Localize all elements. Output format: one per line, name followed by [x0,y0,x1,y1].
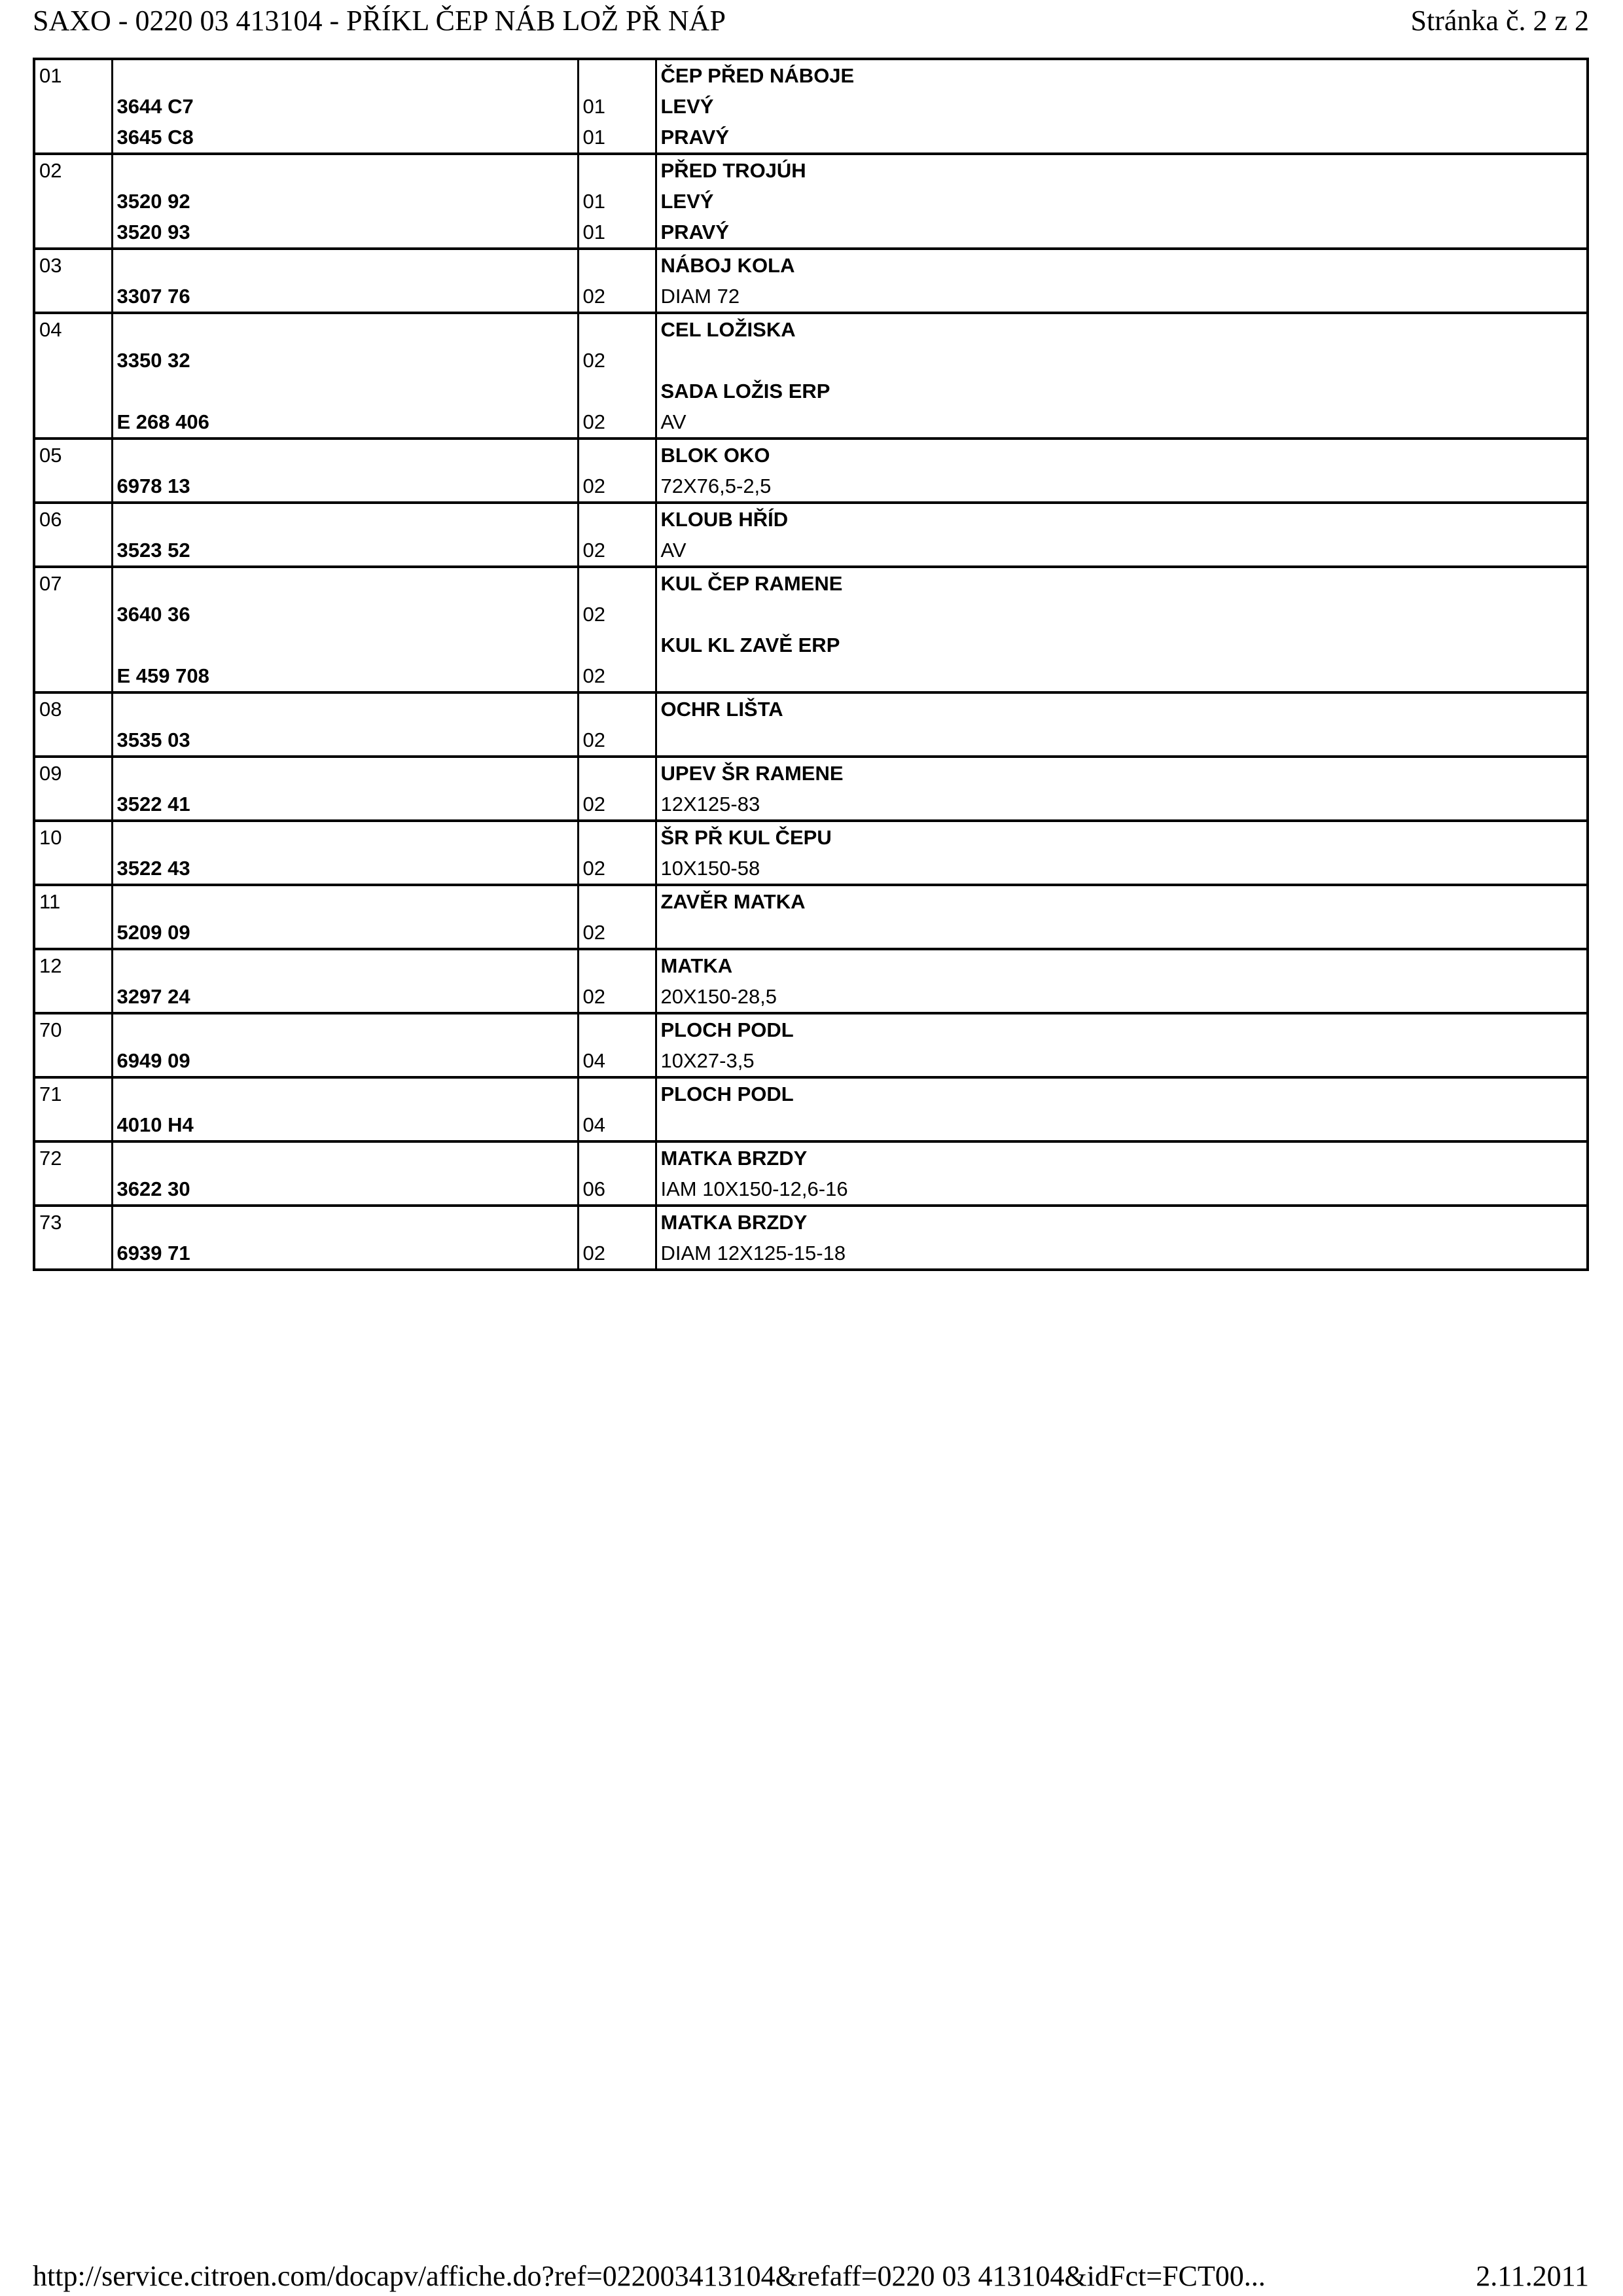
reference-cell: 5209 09 [112,917,578,949]
reference-cell [112,567,578,599]
description-cell: SADA LOŽIS ERP [656,376,1588,406]
reference-cell [112,503,578,535]
position-cell: 06 [34,503,112,567]
description-cell: OCHR LIŠTA [656,692,1588,725]
description-cell: UPEV ŠR RAMENE [656,757,1588,789]
quantity-cell [578,757,656,789]
quantity-cell [578,1206,656,1238]
reference-cell [112,630,578,660]
quantity-cell: 02 [578,853,656,885]
print-date: 2.11.2011 [1476,2259,1589,2292]
page-footer [33,2259,1589,2292]
description-cell: MATKA [656,949,1588,981]
table-row [34,406,1588,439]
description-cell: PRAVÝ [656,217,1588,249]
table-row [34,186,1588,217]
table-row [34,503,1588,535]
reference-cell: 3645 C8 [112,122,578,154]
description-cell: BLOK OKO [656,439,1588,471]
description-cell: MATKA BRZDY [656,1141,1588,1174]
quantity-cell: 02 [578,599,656,630]
description-cell [656,725,1588,757]
table-row [34,535,1588,567]
description-cell [656,660,1588,692]
reference-cell [112,313,578,345]
description-cell: PRAVÝ [656,122,1588,154]
quantity-cell [578,503,656,535]
description-cell [656,345,1588,376]
quantity-cell: 02 [578,917,656,949]
reference-cell: 3622 30 [112,1174,578,1206]
table-row [34,853,1588,885]
description-cell: AV [656,406,1588,439]
table-row [34,471,1588,503]
table-row [34,692,1588,725]
reference-cell: 4010 H4 [112,1109,578,1141]
quantity-cell [578,949,656,981]
quantity-cell: 02 [578,281,656,313]
reference-cell: 3350 32 [112,345,578,376]
parts-table-body [34,59,1588,1270]
parts-table [33,58,1589,1271]
table-row [34,1077,1588,1109]
quantity-cell: 02 [578,981,656,1013]
description-cell: PLOCH PODL [656,1077,1588,1109]
position-cell: 71 [34,1077,112,1141]
table-row [34,345,1588,376]
table-row [34,1174,1588,1206]
table-row [34,789,1588,821]
reference-cell: 3522 41 [112,789,578,821]
reference-cell [112,59,578,91]
table-row [34,376,1588,406]
description-cell: NÁBOJ KOLA [656,249,1588,281]
description-cell: KUL KL ZAVĚ ERP [656,630,1588,660]
table-row [34,313,1588,345]
table-row [34,91,1588,122]
position-cell: 08 [34,692,112,757]
description-cell: LEVÝ [656,186,1588,217]
description-cell [656,1109,1588,1141]
description-cell: KLOUB HŘÍD [656,503,1588,535]
description-cell: IAM 10X150-12,6-16 [656,1174,1588,1206]
position-cell: 04 [34,313,112,439]
quantity-cell: 01 [578,186,656,217]
reference-cell [112,439,578,471]
quantity-cell [578,313,656,345]
reference-cell: 6978 13 [112,471,578,503]
reference-cell [112,949,578,981]
position-cell: 73 [34,1206,112,1270]
table-row [34,821,1588,853]
reference-cell [112,1141,578,1174]
quantity-cell [578,1141,656,1174]
reference-cell [112,821,578,853]
quantity-cell: 04 [578,1045,656,1077]
reference-cell: 3535 03 [112,725,578,757]
reference-cell [112,376,578,406]
table-row [34,660,1588,692]
quantity-cell: 04 [578,1109,656,1141]
reference-cell: 3520 92 [112,186,578,217]
position-cell: 03 [34,249,112,313]
quantity-cell: 02 [578,535,656,567]
quantity-cell: 02 [578,1238,656,1270]
description-cell: PLOCH PODL [656,1013,1588,1045]
page-number: Stránka č. 2 z 2 [1410,4,1589,37]
reference-cell [112,154,578,186]
quantity-cell [578,439,656,471]
description-cell: 10X150-58 [656,853,1588,885]
reference-cell [112,1206,578,1238]
quantity-cell [578,692,656,725]
table-row [34,1141,1588,1174]
reference-cell: E 268 406 [112,406,578,439]
reference-cell [112,1077,578,1109]
position-cell: 72 [34,1141,112,1206]
reference-cell: E 459 708 [112,660,578,692]
quantity-cell: 02 [578,406,656,439]
reference-cell [112,692,578,725]
table-row [34,1238,1588,1270]
description-cell: MATKA BRZDY [656,1206,1588,1238]
description-cell: PŘED TROJÚH [656,154,1588,186]
quantity-cell [578,1077,656,1109]
description-cell: 72X76,5-2,5 [656,471,1588,503]
quantity-cell [578,630,656,660]
reference-cell: 3307 76 [112,281,578,313]
page-header [33,4,1589,37]
reference-cell: 6949 09 [112,1045,578,1077]
table-row [34,725,1588,757]
position-cell: 11 [34,885,112,949]
table-row [34,439,1588,471]
table-row [34,1045,1588,1077]
description-cell [656,917,1588,949]
position-cell: 09 [34,757,112,821]
reference-cell: 3520 93 [112,217,578,249]
position-cell: 10 [34,821,112,885]
description-cell: 12X125-83 [656,789,1588,821]
table-row [34,122,1588,154]
table-row [34,757,1588,789]
description-cell: LEVÝ [656,91,1588,122]
reference-cell: 3523 52 [112,535,578,567]
table-row [34,917,1588,949]
description-cell: ČEP PŘED NÁBOJE [656,59,1588,91]
quantity-cell: 01 [578,91,656,122]
description-cell: 20X150-28,5 [656,981,1588,1013]
table-row [34,981,1588,1013]
table-row [34,630,1588,660]
quantity-cell [578,154,656,186]
table-row [34,1109,1588,1141]
reference-cell: 6939 71 [112,1238,578,1270]
table-row [34,599,1588,630]
quantity-cell: 02 [578,725,656,757]
reference-cell: 3644 C7 [112,91,578,122]
position-cell: 07 [34,567,112,692]
table-row [34,217,1588,249]
table-row [34,1013,1588,1045]
table-row [34,567,1588,599]
position-cell: 01 [34,59,112,154]
reference-cell: 3522 43 [112,853,578,885]
table-row [34,59,1588,91]
quantity-cell [578,885,656,917]
description-cell: AV [656,535,1588,567]
source-url: http://service.citroen.com/docapv/affiche.do?ref=022003413104&refaff=0220 03 413104&idFct=FCT00... [33,2259,1266,2292]
quantity-cell [578,567,656,599]
quantity-cell: 06 [578,1174,656,1206]
reference-cell [112,885,578,917]
description-cell: ZAVĚR MATKA [656,885,1588,917]
quantity-cell [578,249,656,281]
quantity-cell [578,1013,656,1045]
description-cell: 10X27-3,5 [656,1045,1588,1077]
quantity-cell: 02 [578,345,656,376]
description-cell: DIAM 12X125-15-18 [656,1238,1588,1270]
position-cell: 12 [34,949,112,1013]
table-row [34,949,1588,981]
reference-cell: 3297 24 [112,981,578,1013]
quantity-cell [578,376,656,406]
reference-cell [112,1013,578,1045]
quantity-cell: 02 [578,660,656,692]
table-row [34,885,1588,917]
document-title: SAXO - 0220 03 413104 - PŘÍKL ČEP NÁB LOŽ PŘ NÁP [33,4,726,37]
table-row [34,1206,1588,1238]
position-cell: 05 [34,439,112,503]
description-cell: DIAM 72 [656,281,1588,313]
table-row [34,281,1588,313]
quantity-cell: 02 [578,789,656,821]
quantity-cell: 02 [578,471,656,503]
description-cell [656,599,1588,630]
table-row [34,154,1588,186]
description-cell: ŠR PŘ KUL ČEPU [656,821,1588,853]
reference-cell: 3640 36 [112,599,578,630]
position-cell: 70 [34,1013,112,1077]
quantity-cell: 01 [578,217,656,249]
reference-cell [112,249,578,281]
table-row [34,249,1588,281]
quantity-cell [578,821,656,853]
position-cell: 02 [34,154,112,249]
reference-cell [112,757,578,789]
quantity-cell: 01 [578,122,656,154]
description-cell: CEL LOŽISKA [656,313,1588,345]
quantity-cell [578,59,656,91]
description-cell: KUL ČEP RAMENE [656,567,1588,599]
